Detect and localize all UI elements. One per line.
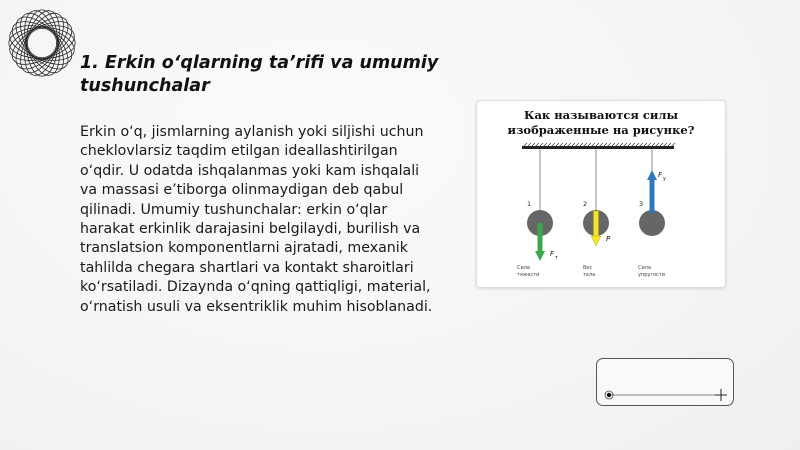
pendulum-3: [638, 149, 666, 278]
ball-3: [639, 210, 665, 236]
force-arrow-2: [594, 211, 599, 237]
caption-1-line2: тяжести: [517, 272, 540, 278]
figure-heading-line1: Как называются силы: [524, 108, 678, 122]
pendulum-number-3: 3: [639, 200, 644, 208]
caption-2-line1: Вес: [583, 265, 593, 271]
caption-1-line1: Сила: [517, 265, 531, 271]
caption-2-line2: тела: [583, 272, 596, 278]
caption-3-line1: Сила: [638, 265, 652, 271]
force-subscript-1: т: [555, 255, 558, 261]
crosshair-icon[interactable]: [715, 389, 727, 401]
force-subscript-3: у: [663, 176, 666, 182]
force-label-2: P: [606, 235, 611, 243]
pendulum-1: [517, 149, 558, 278]
ceiling-hatching: [524, 143, 675, 146]
force-label-1: F: [550, 250, 555, 258]
pendulum-2: [583, 149, 611, 278]
figure-heading-line2: изображенные на рисунке?: [507, 123, 695, 137]
force-arrow-head-1: [535, 251, 545, 261]
force-label-3: F: [658, 171, 663, 179]
slide-title: 1. Erkin o‘qlarning ta’rifi va umumiy tushunchalar: [80, 53, 439, 96]
line-widget[interactable]: [596, 358, 734, 406]
force-arrow-3: [650, 179, 655, 213]
force-arrow-head-2: [591, 236, 601, 246]
caption-3-line2: упругости: [638, 272, 665, 278]
forces-figure: [476, 100, 726, 288]
force-arrow-1: [538, 223, 543, 253]
pendulum-number-1: 1: [527, 200, 532, 208]
force-arrow-head-3: [647, 170, 657, 180]
spirograph-logo-icon: [3, 4, 81, 82]
pendulum-number-2: 2: [583, 200, 588, 208]
ceiling-bar: [522, 146, 674, 149]
body-paragraph: Erkin o‘q, jismlarning aylanish yoki siljishi uchun cheklovlarsiz taqdim etilgan ideallashtirilgan o‘qdir. U odatda ishqalanmas yoki kam ishqalali va massasi e’tiborga olinmaydigan deb qabul qilinadi. Umumiy tushunchalar: erkin o‘qlar harakat erkinlik darajasini belgilaydi, burilish va translatsion komponentlarni ajratadi, mexanik tahlilda chegara shartlari va kontakt sharoitlari ko‘rsatiladi. Dizaynda o‘qning qattiqligi, material, o‘rnatish usuli va eksentriklik muhim hisoblanadi.: [80, 124, 433, 315]
